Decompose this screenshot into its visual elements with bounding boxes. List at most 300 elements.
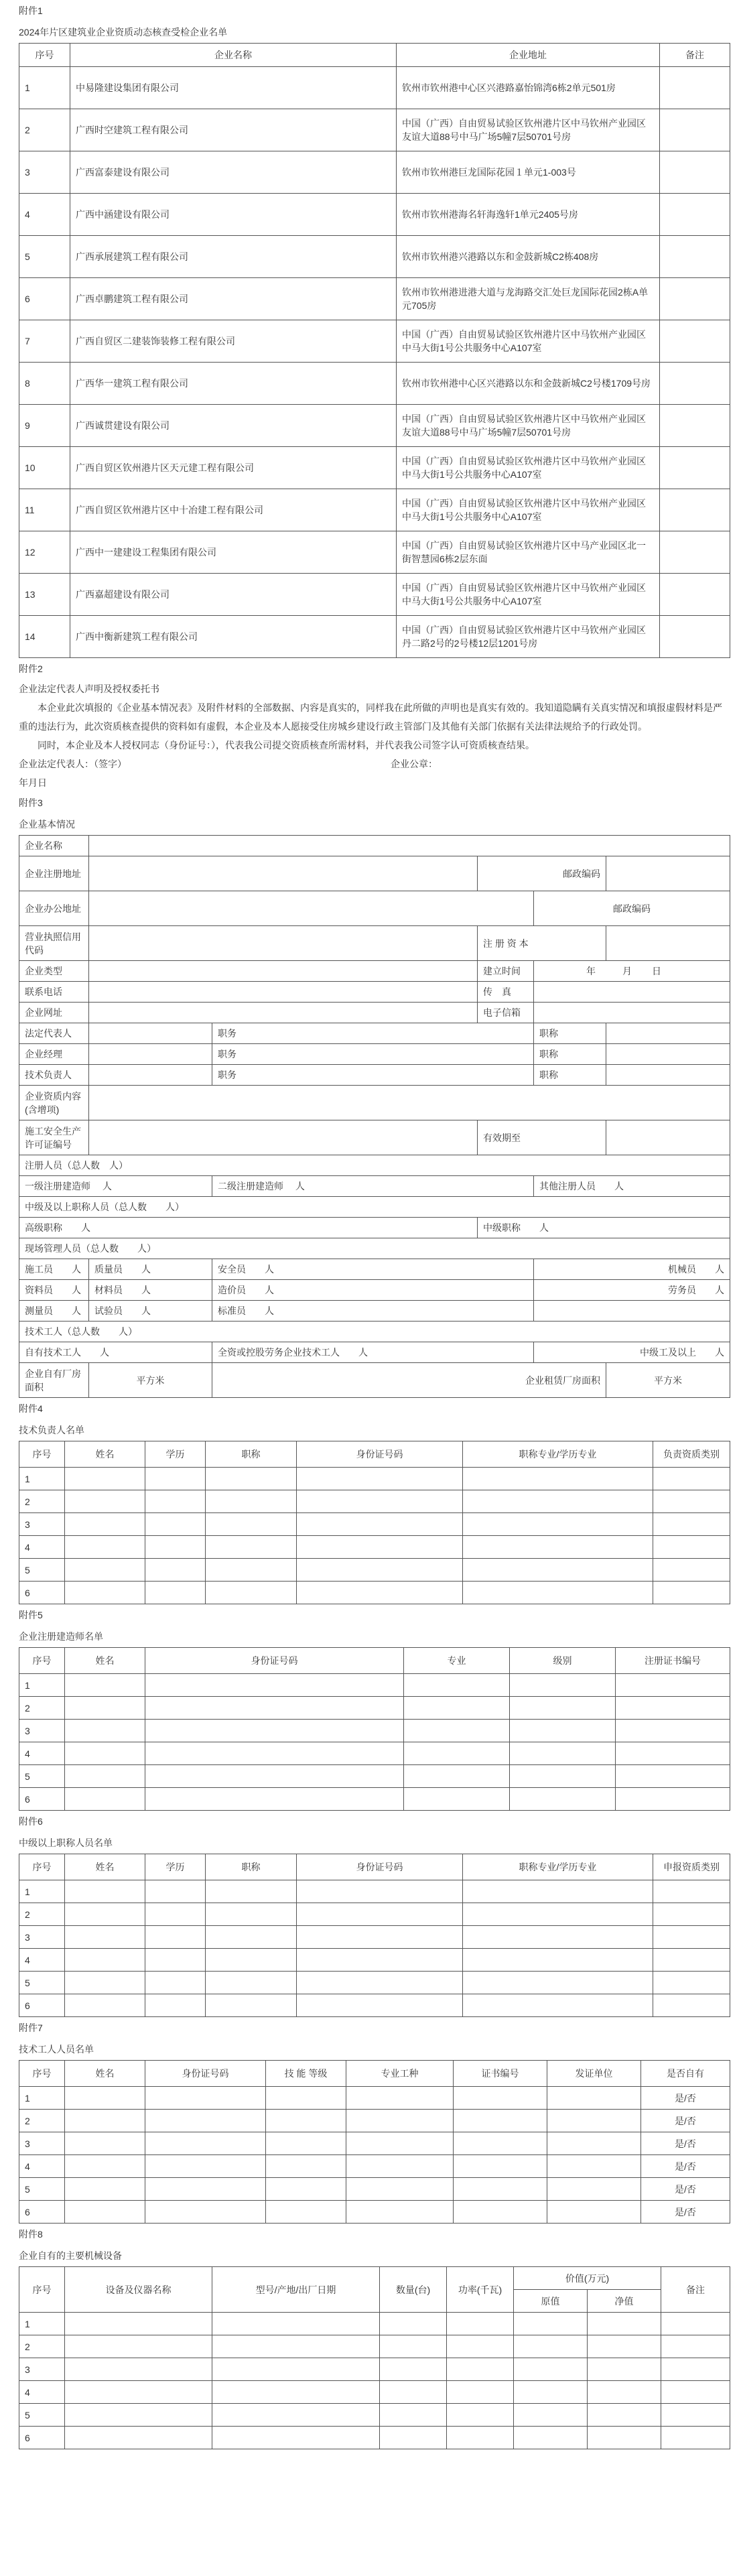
- blank-cell[interactable]: [463, 1536, 653, 1559]
- table-row: [19, 574, 730, 616]
- blank-cell[interactable]: [145, 1582, 206, 1604]
- founded-label: 建立时间: [478, 961, 534, 982]
- blank-cell[interactable]: [588, 2335, 661, 2358]
- blank-cell[interactable]: [212, 2381, 380, 2404]
- blank-cell[interactable]: [510, 1720, 616, 1742]
- blank-cell[interactable]: [65, 2155, 145, 2178]
- table-row: [19, 363, 730, 405]
- blank-cell[interactable]: [65, 1949, 145, 1972]
- title-rank-value[interactable]: [606, 1065, 730, 1086]
- blank-cell[interactable]: [653, 1513, 730, 1536]
- blank-cell[interactable]: [212, 2427, 380, 2449]
- header-cell: 功率(千瓦): [447, 2267, 514, 2313]
- blank-cell[interactable]: [206, 1994, 297, 2017]
- blank-cell[interactable]: [454, 2132, 547, 2155]
- header-cell: 序号: [19, 1441, 65, 1468]
- blank-cell[interactable]: [454, 2155, 547, 2178]
- blank-cell[interactable]: [145, 1926, 206, 1949]
- row-number: 6: [19, 2427, 65, 2449]
- blank-cell[interactable]: [145, 1765, 404, 1788]
- blank-cell[interactable]: [447, 2358, 514, 2381]
- blank-cell[interactable]: [145, 1994, 206, 2017]
- blank-cell[interactable]: [65, 2335, 212, 2358]
- blank-cell[interactable]: [297, 1926, 463, 1949]
- header-cell: 是否自有: [641, 2061, 730, 2087]
- header-cell: 序号: [19, 2267, 65, 2313]
- remark: [660, 320, 730, 363]
- table-row: [19, 2087, 730, 2110]
- blank-cell[interactable]: [145, 1559, 206, 1582]
- blank-cell[interactable]: [510, 1674, 616, 1697]
- row-number: 4: [19, 1536, 65, 1559]
- blank-cell[interactable]: [514, 2313, 588, 2335]
- blank-cell[interactable]: [661, 2335, 730, 2358]
- onsite-cell: 资料员 人: [19, 1280, 89, 1301]
- blank-cell[interactable]: [145, 1536, 206, 1559]
- blank-cell[interactable]: [547, 2201, 641, 2224]
- blank-cell[interactable]: [65, 1559, 145, 1582]
- blank-cell[interactable]: [145, 1674, 404, 1697]
- blank-cell[interactable]: [404, 1788, 510, 1811]
- blank-cell[interactable]: [266, 2178, 346, 2201]
- blank-cell[interactable]: [65, 1972, 145, 1994]
- blank-cell[interactable]: [653, 1536, 730, 1559]
- table-row: [19, 2335, 730, 2358]
- blank-cell[interactable]: [661, 2381, 730, 2404]
- yes-no-option[interactable]: 是/否: [641, 2110, 730, 2132]
- blank-cell[interactable]: [346, 2110, 454, 2132]
- blank-cell[interactable]: [447, 2427, 514, 2449]
- blank-cell[interactable]: [212, 2358, 380, 2381]
- blank-cell[interactable]: [145, 2087, 266, 2110]
- blank-cell[interactable]: [653, 1972, 730, 1994]
- day-unit: 日: [652, 966, 661, 976]
- yes-no-option[interactable]: 是/否: [641, 2201, 730, 2224]
- blank-cell[interactable]: [454, 2201, 547, 2224]
- blank-cell[interactable]: [266, 2201, 346, 2224]
- blank-cell[interactable]: [463, 1513, 653, 1536]
- annex1-title: 2024年片区建筑业企业资质动态核查受检企业名单: [19, 27, 228, 38]
- rent-plant-label: 企业租赁厂房面积: [212, 1363, 606, 1398]
- blank-cell[interactable]: [206, 1926, 297, 1949]
- office-addr-value[interactable]: [89, 891, 534, 926]
- blank-cell[interactable]: [588, 2404, 661, 2427]
- annex6-title: 中级以上职称人员名单: [19, 1838, 113, 1848]
- table-row: [19, 531, 730, 574]
- blank-cell[interactable]: [297, 1582, 463, 1604]
- blank-cell[interactable]: [65, 1765, 145, 1788]
- blank-cell[interactable]: [65, 1926, 145, 1949]
- blank-cell[interactable]: [653, 1559, 730, 1582]
- blank-cell[interactable]: [547, 2178, 641, 2201]
- blank-cell[interactable]: [547, 2132, 641, 2155]
- blank-cell[interactable]: [206, 1880, 297, 1903]
- blank-cell[interactable]: [65, 1468, 145, 1490]
- blank-cell[interactable]: [145, 1697, 404, 1720]
- blank-cell[interactable]: [346, 2178, 454, 2201]
- blank-cell[interactable]: [65, 1536, 145, 1559]
- blank-cell[interactable]: [653, 1903, 730, 1926]
- row-number: 13: [19, 574, 70, 616]
- blank-cell[interactable]: [510, 1742, 616, 1765]
- safety-cert-value[interactable]: [89, 1120, 478, 1155]
- row-number: 4: [19, 1742, 65, 1765]
- company-name-value[interactable]: [89, 836, 730, 856]
- blank-cell[interactable]: [346, 2087, 454, 2110]
- tech-lead-value[interactable]: [89, 1065, 212, 1086]
- blank-cell[interactable]: [206, 1582, 297, 1604]
- blank-cell[interactable]: [65, 2110, 145, 2132]
- yes-no-option[interactable]: 是/否: [641, 2178, 730, 2201]
- blank-cell[interactable]: [661, 2358, 730, 2381]
- blank-cell[interactable]: [463, 1468, 653, 1490]
- license-label: 营业执照信用代码: [19, 926, 89, 961]
- blank-cell[interactable]: [266, 2132, 346, 2155]
- blank-cell[interactable]: [661, 2404, 730, 2427]
- blank-cell[interactable]: [206, 1490, 297, 1513]
- blank-cell[interactable]: [380, 2404, 447, 2427]
- blank-cell[interactable]: [380, 2313, 447, 2335]
- blank-cell[interactable]: [653, 1582, 730, 1604]
- blank-cell[interactable]: [404, 1765, 510, 1788]
- remark: [660, 236, 730, 278]
- blank-cell[interactable]: [145, 1972, 206, 1994]
- postcode-value[interactable]: [606, 856, 730, 891]
- header-cell: 姓名: [65, 1854, 145, 1880]
- row-number: 2: [19, 2110, 65, 2132]
- own-workers-count: 自有技术工人 人: [19, 1342, 212, 1363]
- blank-cell[interactable]: [65, 2087, 145, 2110]
- blank-cell[interactable]: [145, 1720, 404, 1742]
- blank-cell[interactable]: [145, 1880, 206, 1903]
- blank-cell[interactable]: [463, 1903, 653, 1926]
- blank-cell[interactable]: [65, 2381, 212, 2404]
- rent-plant-value[interactable]: [606, 1363, 730, 1398]
- blank-cell[interactable]: [547, 2087, 641, 2110]
- blank-cell[interactable]: [297, 1490, 463, 1513]
- blank-cell[interactable]: [145, 2201, 266, 2224]
- blank-cell[interactable]: [588, 2381, 661, 2404]
- blank-cell[interactable]: [206, 1559, 297, 1582]
- blank-cell[interactable]: [297, 1468, 463, 1490]
- blank-cell[interactable]: [297, 1949, 463, 1972]
- company-address: 中国（广西）自由贸易试验区钦州港片区中马产业园区北一街智慧园6栋2层东面: [397, 531, 660, 574]
- blank-cell[interactable]: [661, 2427, 730, 2449]
- blank-cell[interactable]: [65, 1720, 145, 1742]
- blank-cell[interactable]: [145, 2132, 266, 2155]
- blank-cell[interactable]: [454, 2110, 547, 2132]
- phone-value[interactable]: [89, 982, 478, 1003]
- row-number: 2: [19, 1490, 65, 1513]
- blank-cell[interactable]: [510, 1765, 616, 1788]
- valid-until-value[interactable]: [606, 1120, 730, 1155]
- company-name: 广西华一建筑工程有限公司: [70, 363, 397, 405]
- blank-cell[interactable]: [206, 1949, 297, 1972]
- blank-cell[interactable]: [380, 2427, 447, 2449]
- yes-no-option[interactable]: 是/否: [641, 2155, 730, 2178]
- blank-cell[interactable]: [65, 1788, 145, 1811]
- fax-value[interactable]: [534, 982, 730, 1003]
- blank-cell[interactable]: [510, 1697, 616, 1720]
- blank-cell[interactable]: [65, 1490, 145, 1513]
- header-cell: 证书编号: [454, 2061, 547, 2087]
- remark: [660, 531, 730, 574]
- blank-cell[interactable]: [653, 1468, 730, 1490]
- blank-cell[interactable]: [297, 1994, 463, 2017]
- blank-cell[interactable]: [145, 1949, 206, 1972]
- header-cell: 职称: [206, 1854, 297, 1880]
- qual-content-label: 企业资质内容(含增项): [19, 1086, 89, 1120]
- blank-cell[interactable]: [145, 1513, 206, 1536]
- blank-cell[interactable]: [297, 1513, 463, 1536]
- blank-cell[interactable]: [65, 1582, 145, 1604]
- postcode-label: 邮政编码: [478, 856, 606, 891]
- blank-cell[interactable]: [206, 1903, 297, 1926]
- own-plant-label: 企业自有厂房面积: [19, 1363, 89, 1398]
- blank-cell[interactable]: [65, 2178, 145, 2201]
- row-number: 2: [19, 109, 70, 151]
- blank-cell[interactable]: [463, 1559, 653, 1582]
- blank-cell[interactable]: [447, 2335, 514, 2358]
- remark: [660, 616, 730, 658]
- blank-cell[interactable]: [65, 1697, 145, 1720]
- remark: [660, 405, 730, 447]
- row-number: 6: [19, 1788, 65, 1811]
- blank-cell[interactable]: [514, 2335, 588, 2358]
- legal-rep-label: 法定代表人: [19, 1023, 89, 1044]
- reg-addr-value[interactable]: [89, 856, 478, 891]
- blank-cell[interactable]: [447, 2381, 514, 2404]
- row-number: 4: [19, 2381, 65, 2404]
- blank-cell[interactable]: [547, 2155, 641, 2178]
- blank-cell[interactable]: [346, 2132, 454, 2155]
- blank-cell[interactable]: [145, 1788, 404, 1811]
- blank-cell[interactable]: [463, 1994, 653, 2017]
- blank-cell[interactable]: [145, 1468, 206, 1490]
- blank-cell[interactable]: [454, 2178, 547, 2201]
- blank-cell[interactable]: [447, 2313, 514, 2335]
- blank-cell[interactable]: [653, 1880, 730, 1903]
- header-cell: 负责资质类别: [653, 1441, 730, 1468]
- company-name: 广西自贸区钦州港片区中十冶建工程有限公司: [70, 489, 397, 531]
- row-number: 4: [19, 194, 70, 236]
- manager-value[interactable]: [89, 1044, 212, 1065]
- blank-cell[interactable]: [616, 1697, 730, 1720]
- blank-cell[interactable]: [380, 2381, 447, 2404]
- reg2-count: 二级注册建造师 人: [212, 1176, 534, 1197]
- title-rank-value[interactable]: [606, 1044, 730, 1065]
- blank-cell[interactable]: [463, 1926, 653, 1949]
- blank-cell[interactable]: [616, 1720, 730, 1742]
- blank-cell[interactable]: [212, 2404, 380, 2427]
- company-address: 中国（广西）自由贸易试验区钦州港片区中马钦州产业园区中马大街1号公共服务中心A107室: [397, 489, 660, 531]
- blank-cell[interactable]: [206, 1468, 297, 1490]
- blank-cell[interactable]: [145, 2178, 266, 2201]
- blank-cell[interactable]: [454, 2087, 547, 2110]
- blank-cell[interactable]: [297, 1536, 463, 1559]
- blank-cell[interactable]: [510, 1788, 616, 1811]
- blank-cell[interactable]: [514, 2404, 588, 2427]
- blank-cell[interactable]: [346, 2201, 454, 2224]
- blank-cell[interactable]: [65, 1513, 145, 1536]
- blank-cell[interactable]: [65, 2427, 212, 2449]
- blank-cell[interactable]: [588, 2427, 661, 2449]
- annex7-title: 技术工人人员名单: [19, 2044, 94, 2055]
- annex3-title: 企业基本情况: [19, 819, 75, 830]
- type-label: 企业类型: [19, 961, 89, 982]
- row-number: 5: [19, 1765, 65, 1788]
- blank-cell[interactable]: [65, 2358, 212, 2381]
- table-row: [19, 1903, 730, 1926]
- company-name: 广西自贸区钦州港片区天元建工程有限公司: [70, 447, 397, 489]
- blank-cell[interactable]: [206, 1513, 297, 1536]
- type-value[interactable]: [89, 961, 478, 982]
- title-rank-value[interactable]: [606, 1023, 730, 1044]
- email-value[interactable]: [534, 1003, 730, 1023]
- blank-cell[interactable]: [661, 2313, 730, 2335]
- own-plant-value[interactable]: [89, 1363, 212, 1398]
- qual-content-value[interactable]: [89, 1086, 730, 1120]
- title-rank-label: 职称: [534, 1065, 606, 1086]
- blank-cell[interactable]: [463, 1972, 653, 1994]
- declaration-title: 企业法定代表人声明及授权委托书: [19, 684, 159, 694]
- manager-label: 企业经理: [19, 1044, 89, 1065]
- blank-cell[interactable]: [145, 1490, 206, 1513]
- founded-value[interactable]: [534, 961, 730, 982]
- table-row: [19, 194, 730, 236]
- table-row: [19, 1674, 730, 1697]
- blank-cell[interactable]: [65, 1674, 145, 1697]
- blank-cell[interactable]: [206, 1972, 297, 1994]
- reg-capital-value[interactable]: [606, 926, 730, 961]
- company-name: 广西嘉超建设有限公司: [70, 574, 397, 616]
- blank-cell[interactable]: [588, 2313, 661, 2335]
- blank-cell[interactable]: [65, 2132, 145, 2155]
- blank-cell[interactable]: [463, 1582, 653, 1604]
- row-number: 6: [19, 2201, 65, 2224]
- header-cell: 学历: [145, 1441, 206, 1468]
- blank-cell[interactable]: [514, 2358, 588, 2381]
- table-row: [19, 1742, 730, 1765]
- blank-cell[interactable]: [653, 1949, 730, 1972]
- blank-cell[interactable]: [145, 1742, 404, 1765]
- annex8-table: [19, 2266, 730, 2449]
- blank-cell[interactable]: [514, 2381, 588, 2404]
- row-number: 6: [19, 278, 70, 320]
- blank-cell[interactable]: [463, 1949, 653, 1972]
- website-value[interactable]: [89, 1003, 478, 1023]
- yes-no-option[interactable]: 是/否: [641, 2087, 730, 2110]
- blank-cell[interactable]: [547, 2110, 641, 2132]
- blank-cell[interactable]: [65, 1994, 145, 2017]
- blank-cell[interactable]: [404, 1742, 510, 1765]
- blank-cell[interactable]: [65, 2201, 145, 2224]
- blank-cell[interactable]: [616, 1674, 730, 1697]
- header-cell: 序号: [19, 44, 70, 67]
- blank-cell[interactable]: [616, 1742, 730, 1765]
- table-row: [19, 2178, 730, 2201]
- table-row: [19, 2201, 730, 2224]
- company-name: 广西中涵建设有限公司: [70, 194, 397, 236]
- yes-no-option[interactable]: 是/否: [641, 2132, 730, 2155]
- blank-cell[interactable]: [145, 2110, 266, 2132]
- blank-cell[interactable]: [653, 1490, 730, 1513]
- sqm-unit: 平方米: [654, 1374, 682, 1386]
- blank-cell[interactable]: [212, 2335, 380, 2358]
- blank-cell[interactable]: [404, 1720, 510, 1742]
- legal-rep-value[interactable]: [89, 1023, 212, 1044]
- row-number: 3: [19, 1513, 65, 1536]
- header-cell: 发证单位: [547, 2061, 641, 2087]
- blank-cell[interactable]: [404, 1697, 510, 1720]
- onsite-cell: 施工员 人: [19, 1259, 89, 1280]
- row-number: 1: [19, 1674, 65, 1697]
- safety-cert-label: 施工安全生产许可证编号: [19, 1120, 89, 1155]
- company-name: 广西承展建筑工程有限公司: [70, 236, 397, 278]
- blank-cell[interactable]: [380, 2358, 447, 2381]
- blank-cell[interactable]: [65, 1903, 145, 1926]
- blank-cell[interactable]: [514, 2427, 588, 2449]
- annex6-label: 附件6: [19, 1816, 43, 1827]
- company-address: 中国（广西）自由贸易试验区钦州港片区中马钦州产业园区中马大街1号公共服务中心A107室: [397, 574, 660, 616]
- blank-cell[interactable]: [266, 2087, 346, 2110]
- blank-cell[interactable]: [463, 1490, 653, 1513]
- blank-cell[interactable]: [206, 1536, 297, 1559]
- blank-cell[interactable]: [404, 1674, 510, 1697]
- table-row: [19, 320, 730, 363]
- blank-cell[interactable]: [65, 1880, 145, 1903]
- blank-cell[interactable]: [463, 1880, 653, 1903]
- row-number: 5: [19, 1559, 65, 1582]
- row-number: 7: [19, 320, 70, 363]
- table-row: [19, 236, 730, 278]
- blank-cell[interactable]: [653, 1994, 730, 2017]
- blank-cell[interactable]: [346, 2155, 454, 2178]
- blank-cell[interactable]: [145, 2155, 266, 2178]
- table-row: [19, 2427, 730, 2449]
- blank-cell[interactable]: [297, 1559, 463, 1582]
- row-number: 3: [19, 1720, 65, 1742]
- blank-cell[interactable]: [616, 1765, 730, 1788]
- blank-cell[interactable]: [65, 2404, 212, 2427]
- blank-cell[interactable]: [297, 1880, 463, 1903]
- blank-cell[interactable]: [297, 1903, 463, 1926]
- annex7-label: 附件7: [19, 2022, 43, 2033]
- license-value[interactable]: [89, 926, 478, 961]
- header-cell: 备注: [660, 44, 730, 67]
- blank-cell[interactable]: [380, 2335, 447, 2358]
- blank-cell[interactable]: [266, 2155, 346, 2178]
- blank-cell[interactable]: [65, 2313, 212, 2335]
- table-row: [19, 2404, 730, 2427]
- blank-cell[interactable]: [65, 1742, 145, 1765]
- email-label: 电子信箱: [478, 1003, 534, 1023]
- row-number: 5: [19, 2178, 65, 2201]
- blank-cell[interactable]: [447, 2404, 514, 2427]
- blank-cell[interactable]: [212, 2313, 380, 2335]
- blank-cell[interactable]: [297, 1972, 463, 1994]
- table-row: [19, 1536, 730, 1559]
- annex7-table: [19, 2060, 730, 2224]
- remark: [660, 278, 730, 320]
- blank-cell[interactable]: [616, 1788, 730, 1811]
- blank-cell[interactable]: [266, 2110, 346, 2132]
- blank-cell[interactable]: [588, 2358, 661, 2381]
- table-row: [19, 2110, 730, 2132]
- blank-cell[interactable]: [145, 1903, 206, 1926]
- blank-cell[interactable]: [653, 1926, 730, 1949]
- header-cell: 企业地址: [397, 44, 660, 67]
